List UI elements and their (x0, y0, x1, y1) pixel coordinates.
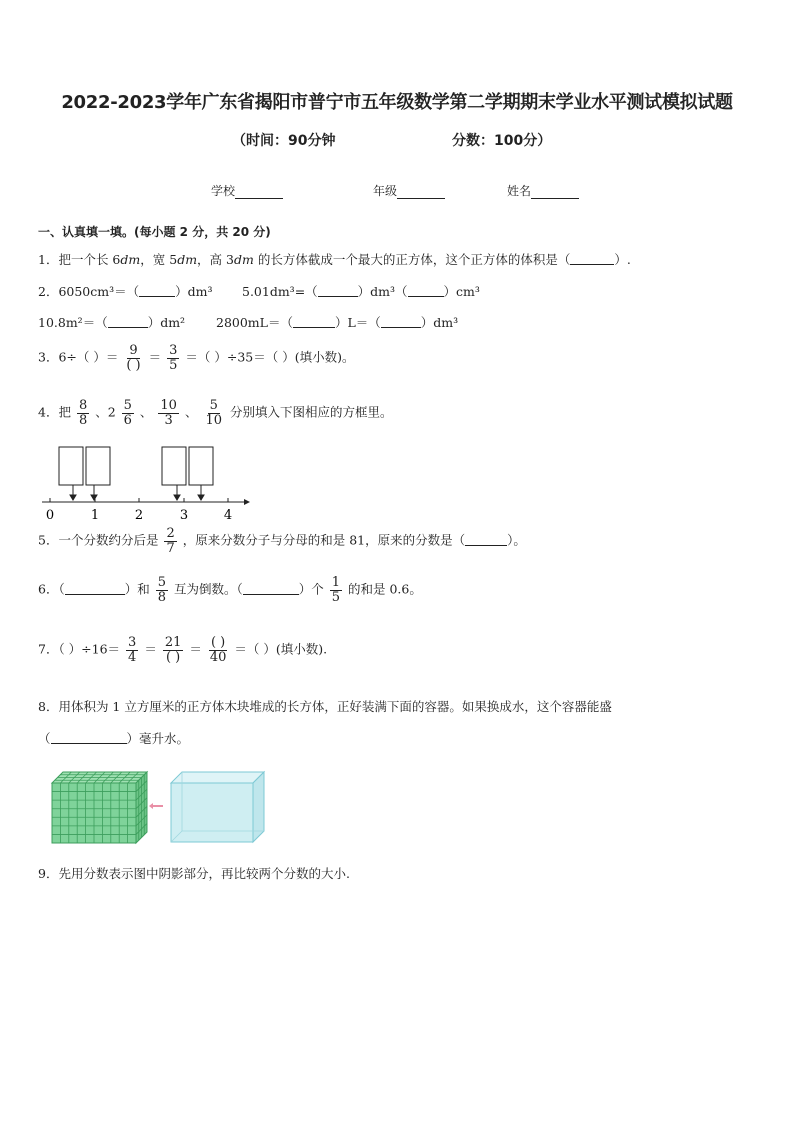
exam-time: （时间：90分钟 (232, 133, 336, 149)
answer-blank[interactable] (465, 533, 507, 546)
fraction: $\frac{21}{( )}$ (164, 635, 182, 665)
fraction: $\frac{9}{( )}$ (126, 343, 141, 373)
fraction: $\frac{8}{8}$ (78, 398, 88, 428)
fraction: $\frac{3}{4}$ (128, 635, 137, 665)
school-label: 学校 (211, 184, 236, 198)
tick-label: 0 (45, 508, 55, 523)
question-4: 4．把 $\frac{8}{8}$ 、2 $\frac{5}{6}$ 、 $\frac{10}{3}$ 、 $\frac{5}{10}$ 分别填入下图相应的方框里。 (38, 398, 393, 428)
tick-label: 1 (90, 508, 100, 523)
answer-blank[interactable] (570, 252, 614, 265)
tick-label: 2 (134, 508, 144, 523)
number-line (42, 498, 250, 523)
container-box (171, 772, 264, 842)
answer-blank[interactable] (108, 315, 148, 328)
fraction: $\frac{( )}{40}$ (209, 635, 227, 665)
answer-box[interactable] (86, 447, 110, 485)
question-5: 5．一个分数约分后是 $\frac{2}{7}$ ，原来分数分子与分母的和是 81，原来的分数是（ ）。 (38, 526, 526, 556)
question-2-line-2b: 2800mL＝（ ）L＝（ ）dm³ (216, 315, 459, 330)
answer-blank[interactable] (65, 582, 125, 595)
question-9: 9．先用分数表示图中阴影部分，再比较两个分数的大小. (38, 866, 350, 881)
name-blank[interactable] (531, 186, 579, 199)
answer-blank[interactable] (243, 582, 299, 595)
answer-blank[interactable] (293, 315, 335, 328)
name-field (507, 182, 579, 199)
question-8-line-2: （ ）毫升水。 (38, 731, 190, 746)
tick-label: 3 (179, 508, 189, 523)
question-3: 3．6÷（ ）＝ $\frac{9}{( )}$ ＝ $\frac{3}{5}$ ＝（ ）÷35＝（ ）(填小数)。 (38, 343, 355, 373)
answer-blank[interactable] (139, 284, 175, 297)
fraction: $\frac{10}{3}$ (160, 398, 177, 428)
name-label: 姓名 (507, 184, 532, 198)
question-8-line-1: 8．用体积为 1 立方厘米的正方体木块堆成的长方体，正好装满下面的容器。如果换成水，这个容器能盛 (38, 699, 612, 714)
fraction: $\frac{3}{5}$ (169, 343, 178, 373)
question-2-line-1: 2．6050cm³＝（ ）dm³ (38, 284, 213, 299)
exam-score: 分数：100分） (452, 133, 552, 149)
question-1: 1．把一个长 6dm，宽 5dm，高 3dm 的长方体截成一个最大的正方体，这个正方体的体积是（ ）. (38, 252, 631, 267)
page-title: 2022-2023学年广东省揭阳市普宁市五年级数学第二学期期末学业水平测试模拟试题 (61, 92, 733, 113)
grade-field (373, 182, 445, 199)
question-2-line-2: 10.8m²＝（ ）dm² (38, 315, 186, 330)
answer-blank[interactable] (51, 731, 127, 744)
fraction: $\frac{5}{8}$ (157, 575, 166, 605)
school-blank[interactable] (235, 186, 283, 199)
school-field (211, 182, 283, 199)
grade-blank[interactable] (397, 186, 445, 199)
tick-label: 4 (223, 508, 233, 523)
number-line-diagram (38, 442, 258, 524)
question-7: 7．（ ）÷16＝ $\frac{3}{4}$ ＝ $\frac{21}{( )}$ ＝ $\frac{( )}{40}$ ＝（ ）(填小数). (38, 635, 328, 665)
fraction: $\frac{2}{7}$ (166, 526, 175, 556)
answer-blank[interactable] (381, 315, 421, 328)
question-6: 6．（ ）和 $\frac{5}{8}$ 互为倒数。（ ）个 $\frac{1}{5}$ 的和是 0.6。 (38, 575, 422, 605)
answer-blank[interactable] (318, 284, 358, 297)
answer-box[interactable] (162, 447, 186, 485)
grade-label: 年级 (373, 184, 398, 198)
cube-block (52, 772, 147, 843)
pink-arrow-icon (149, 803, 163, 809)
cube-container-figure (50, 769, 270, 845)
answer-box[interactable] (189, 447, 213, 485)
fraction: $\frac{5}{6}$ (123, 398, 132, 428)
fraction: $\frac{5}{10}$ (205, 398, 222, 428)
answer-box[interactable] (59, 447, 83, 485)
section-heading: 一、认真填一填。(每小题 2 分，共 20 分) (38, 225, 271, 239)
answer-blank[interactable] (408, 284, 444, 297)
fraction: $\frac{1}{5}$ (331, 575, 341, 605)
question-2-line-1b: 5.01dm³=（ ）dm³（ ）cm³ (242, 284, 480, 299)
